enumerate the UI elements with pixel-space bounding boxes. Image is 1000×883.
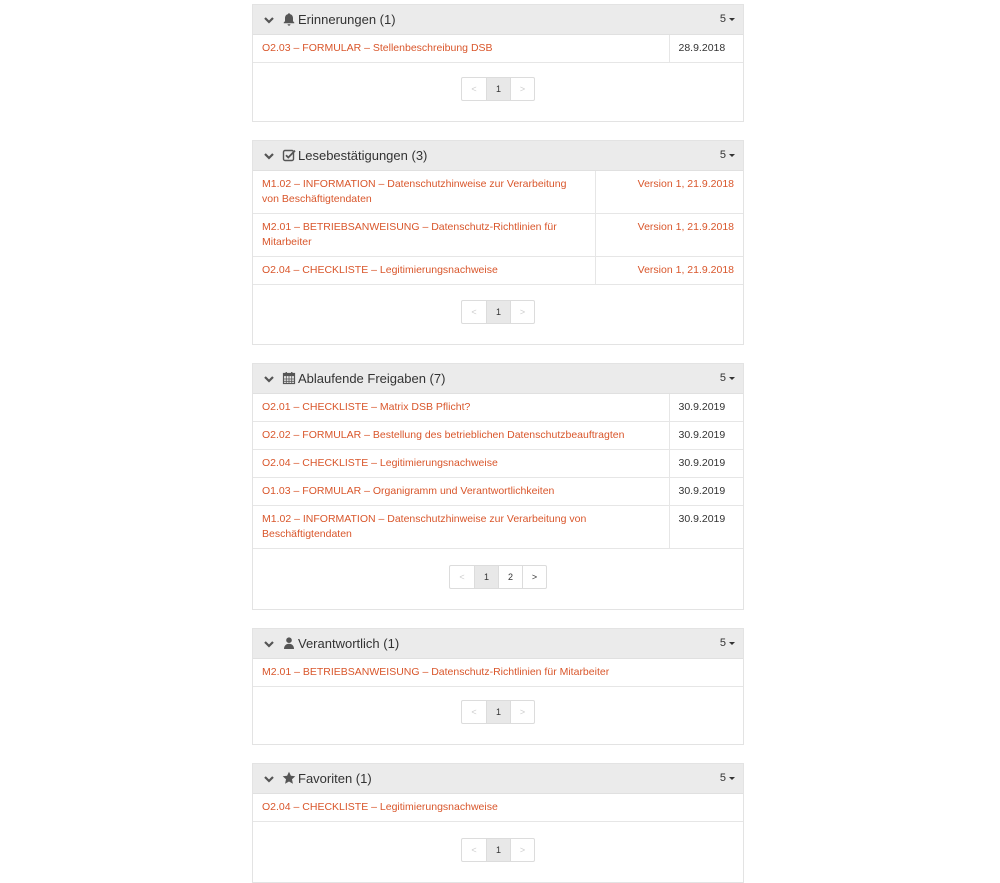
item-date: Version 1, 21.9.2018	[595, 171, 743, 214]
item-link[interactable]: O2.04 – CHECKLISTE – Legitimierungsnachweise	[262, 264, 498, 276]
pagination-next[interactable]: >	[510, 78, 534, 100]
item-link[interactable]: M1.02 – INFORMATION – Datenschutzhinweise zur Verarbeitung von Beschäftigtendaten	[262, 178, 567, 205]
pagination-page[interactable]: 1	[486, 839, 510, 861]
panel-title: Favoriten (1)	[298, 771, 372, 786]
pagination-page[interactable]: 1	[474, 566, 498, 588]
panel-header	[253, 364, 743, 394]
panel-expiring-approvals	[252, 363, 744, 610]
panel-header	[253, 764, 743, 794]
item-link[interactable]: O1.03 – FORMULAR – Organigramm und Verantwortlichkeiten	[262, 485, 555, 497]
page-size-dropdown[interactable]	[720, 13, 735, 25]
pagination-next[interactable]: >	[510, 839, 534, 861]
pagination	[461, 700, 535, 724]
page-size-dropdown[interactable]	[720, 637, 735, 649]
item-cell	[253, 659, 743, 687]
table-row[interactable]	[253, 394, 743, 422]
pagination-prev[interactable]: <	[471, 707, 477, 717]
table-row[interactable]	[253, 214, 743, 257]
pagination	[461, 838, 535, 862]
pagination-page[interactable]: 2	[498, 566, 522, 588]
table-row[interactable]	[253, 422, 743, 450]
pagination-page[interactable]: 1	[486, 78, 510, 100]
item-date: Version 1, 21.9.2018	[595, 257, 743, 285]
item-cell	[253, 394, 669, 422]
pagination	[449, 565, 547, 589]
items-table	[253, 394, 743, 549]
pagination-next[interactable]: >	[510, 701, 534, 723]
page-size-dropdown[interactable]	[720, 149, 735, 161]
item-cell	[253, 478, 669, 506]
check-square-icon	[282, 148, 296, 162]
page-size-value: 5	[719, 637, 726, 649]
table-row[interactable]	[253, 506, 743, 549]
panel-reminders	[252, 4, 744, 122]
item-date: Version 1, 21.9.2018	[595, 214, 743, 257]
items-table	[253, 794, 743, 822]
item-link[interactable]: O2.03 – FORMULAR – Stellenbeschreibung DSB	[262, 42, 493, 54]
user-icon	[282, 636, 296, 650]
calendar-icon	[282, 371, 296, 385]
item-link[interactable]: M2.01 – BETRIEBSANWEISUNG – Datenschutz-Richtlinien für Mitarbeiter	[262, 221, 557, 248]
page-size-dropdown[interactable]	[720, 772, 735, 784]
item-cell	[253, 794, 743, 822]
caret-down-icon	[729, 777, 735, 780]
table-row[interactable]	[253, 257, 743, 285]
panel-title: Lesebestätigungen (3)	[298, 148, 428, 163]
items-table	[253, 659, 743, 687]
pagination-prev[interactable]: <	[471, 845, 477, 855]
item-cell	[253, 214, 595, 257]
panel-header	[253, 141, 743, 171]
item-cell	[253, 171, 595, 214]
items-table	[253, 35, 743, 63]
item-link[interactable]: O2.01 – CHECKLISTE – Matrix DSB Pflicht?	[262, 401, 471, 413]
pagination-next[interactable]: >	[510, 301, 534, 323]
item-cell	[253, 35, 669, 63]
pagination	[461, 300, 535, 324]
chevron-down-icon[interactable]	[263, 149, 275, 161]
page-size-value: 5	[719, 372, 726, 384]
table-row[interactable]	[253, 659, 743, 687]
items-table	[253, 171, 743, 285]
item-link[interactable]: O2.04 – CHECKLISTE – Legitimierungsnachweise	[262, 801, 498, 813]
page-size-dropdown[interactable]	[720, 372, 735, 384]
page-size-value: 5	[719, 772, 726, 784]
caret-down-icon	[729, 377, 735, 380]
table-row[interactable]	[253, 794, 743, 822]
item-cell	[253, 506, 669, 549]
table-row[interactable]	[253, 478, 743, 506]
pagination-prev[interactable]: <	[471, 84, 477, 94]
table-row[interactable]	[253, 35, 743, 63]
item-cell	[253, 422, 669, 450]
item-date: 30.9.2019	[669, 506, 743, 549]
panel-favorites	[252, 763, 744, 883]
chevron-down-icon[interactable]	[263, 772, 275, 784]
pagination-prev[interactable]: <	[459, 572, 465, 582]
item-cell	[253, 257, 595, 285]
item-date: 30.9.2019	[669, 478, 743, 506]
chevron-down-icon[interactable]	[263, 372, 275, 384]
item-cell	[253, 450, 669, 478]
panel-read-confirmations	[252, 140, 744, 345]
table-row[interactable]	[253, 450, 743, 478]
pagination-prev[interactable]: <	[471, 307, 477, 317]
chevron-down-icon[interactable]	[263, 13, 275, 25]
item-link[interactable]: O2.04 – CHECKLISTE – Legitimierungsnachweise	[262, 457, 498, 469]
panel-responsible	[252, 628, 744, 745]
item-date: 30.9.2019	[669, 394, 743, 422]
caret-down-icon	[729, 18, 735, 21]
panel-header	[253, 5, 743, 35]
panel-header	[253, 629, 743, 659]
item-date: 28.9.2018	[669, 35, 743, 63]
caret-down-icon	[729, 642, 735, 645]
caret-down-icon	[729, 154, 735, 157]
pagination-next[interactable]: >	[522, 566, 546, 588]
panel-title: Verantwortlich (1)	[298, 636, 400, 651]
panel-title: Ablaufende Freigaben (7)	[298, 371, 446, 386]
star-icon	[282, 771, 296, 785]
page-size-value: 5	[719, 149, 726, 161]
item-date: 30.9.2019	[669, 450, 743, 478]
panel-title: Erinnerungen (1)	[298, 12, 396, 27]
page-size-value: 5	[719, 13, 726, 25]
item-link[interactable]: M2.01 – BETRIEBSANWEISUNG – Datenschutz-Richtlinien für Mitarbeiter	[262, 666, 610, 678]
table-row[interactable]	[253, 171, 743, 214]
bell-icon	[282, 12, 296, 26]
pagination	[461, 77, 535, 101]
item-link[interactable]: M1.02 – INFORMATION – Datenschutzhinweise zur Verarbeitung von Beschäftigtendaten	[262, 513, 587, 540]
item-link[interactable]: O2.02 – FORMULAR – Bestellung des betrieblichen Datenschutzbeauftragten	[262, 429, 625, 441]
item-date: 30.9.2019	[669, 422, 743, 450]
pagination-page[interactable]: 1	[486, 701, 510, 723]
chevron-down-icon[interactable]	[263, 637, 275, 649]
pagination-page[interactable]: 1	[486, 301, 510, 323]
